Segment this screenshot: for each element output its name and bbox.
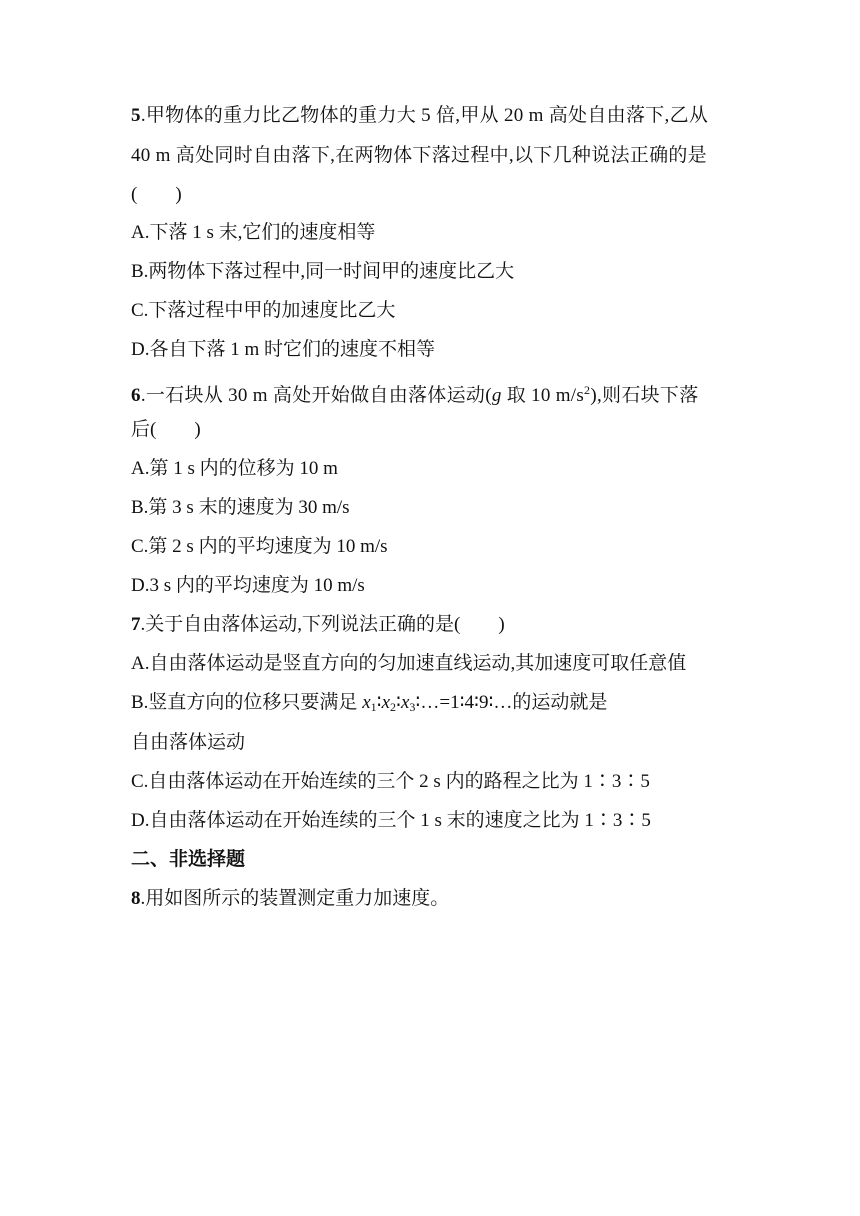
q6-stem-pre: .一石块从 30 m 高处开始做自由落体运动( [140,385,492,406]
q6-line-2: 后( ) [131,419,201,440]
q7-x-symbol: x [400,692,410,713]
q7-ratio-sep: ∶ [396,692,401,713]
q6-g-symbol: g [491,385,502,406]
q6-option-c: C.第 2 s 内的平均速度为 10 m/s [131,536,388,557]
q7-option-b-post: ∶…=1∶4∶9∶…的运动就是 [415,692,608,713]
q7-option-b-pre: B.竖直方向的位移只要满足 [131,692,363,713]
q7-stem: .关于自由落体运动,下列说法正确的是( ) [140,614,505,635]
q5-option-b: B.两物体下落过程中,同一时间甲的速度比乙大 [131,261,515,282]
q7-subscript-2: 2 [390,700,397,714]
q7-x-symbol: x [381,692,391,713]
q7-x-symbol: x [362,692,371,713]
q8-number: 8 [131,888,141,909]
q7-subscript-3: 3 [409,700,416,714]
q6-option-b: B.第 3 s 末的速度为 30 m/s [131,497,350,518]
q7-option-b [131,691,607,719]
q7-option-b-line-2: 自由落体运动 [131,732,246,753]
q5-number: 5 [131,105,141,126]
q7-option-c: C.自由落体运动在开始连续的三个 2 s 内的路程之比为 1∶3∶5 [131,771,650,792]
q7-number: 7 [131,614,141,635]
q5-answer-blank: ( ) [131,184,182,205]
q7-ratio-sep: ∶ [376,692,382,713]
q7-option-a: A.自由落体运动是竖直方向的匀加速直线运动,其加速度可取任意值 [131,653,687,674]
q7-option-d: D.自由落体运动在开始连续的三个 1 s 末的速度之比为 1∶3∶5 [131,810,651,831]
q6-number: 6 [131,385,141,406]
q6-stem-mid: 取 10 m/s [501,385,585,406]
section-heading: 二、非选择题 [131,849,246,870]
q5-option-a: A.下落 1 s 末,它们的速度相等 [131,222,376,243]
q6-option-d: D.3 s 内的平均速度为 10 m/s [131,575,365,596]
q8-stem: .用如图所示的装置测定重力加速度。 [140,888,450,909]
q5-option-c: C.下落过程中甲的加速度比乙大 [131,300,396,321]
q5-stem-1: .甲物体的重力比乙物体的重力大 5 倍,甲从 20 m 高处自由落下,乙从 [140,105,709,126]
q6-exponent: 2 [584,383,591,397]
q5-line-1 [131,104,708,128]
q6-stem-post: ),则石块下落 [590,385,699,406]
q5-line-2: 40 m 高处同时自由落下,在两物体下落过程中,以下几种说法正确的是 [131,145,707,166]
q6-line-1 [131,378,699,408]
q5-option-d: D.各自下落 1 m 时它们的速度不相等 [131,339,436,360]
q7-subscript-1: 1 [370,700,377,714]
q6-option-a: A.第 1 s 内的位移为 10 m [131,458,338,479]
q7-line-1 [131,613,505,637]
q8-line-1 [131,887,449,911]
